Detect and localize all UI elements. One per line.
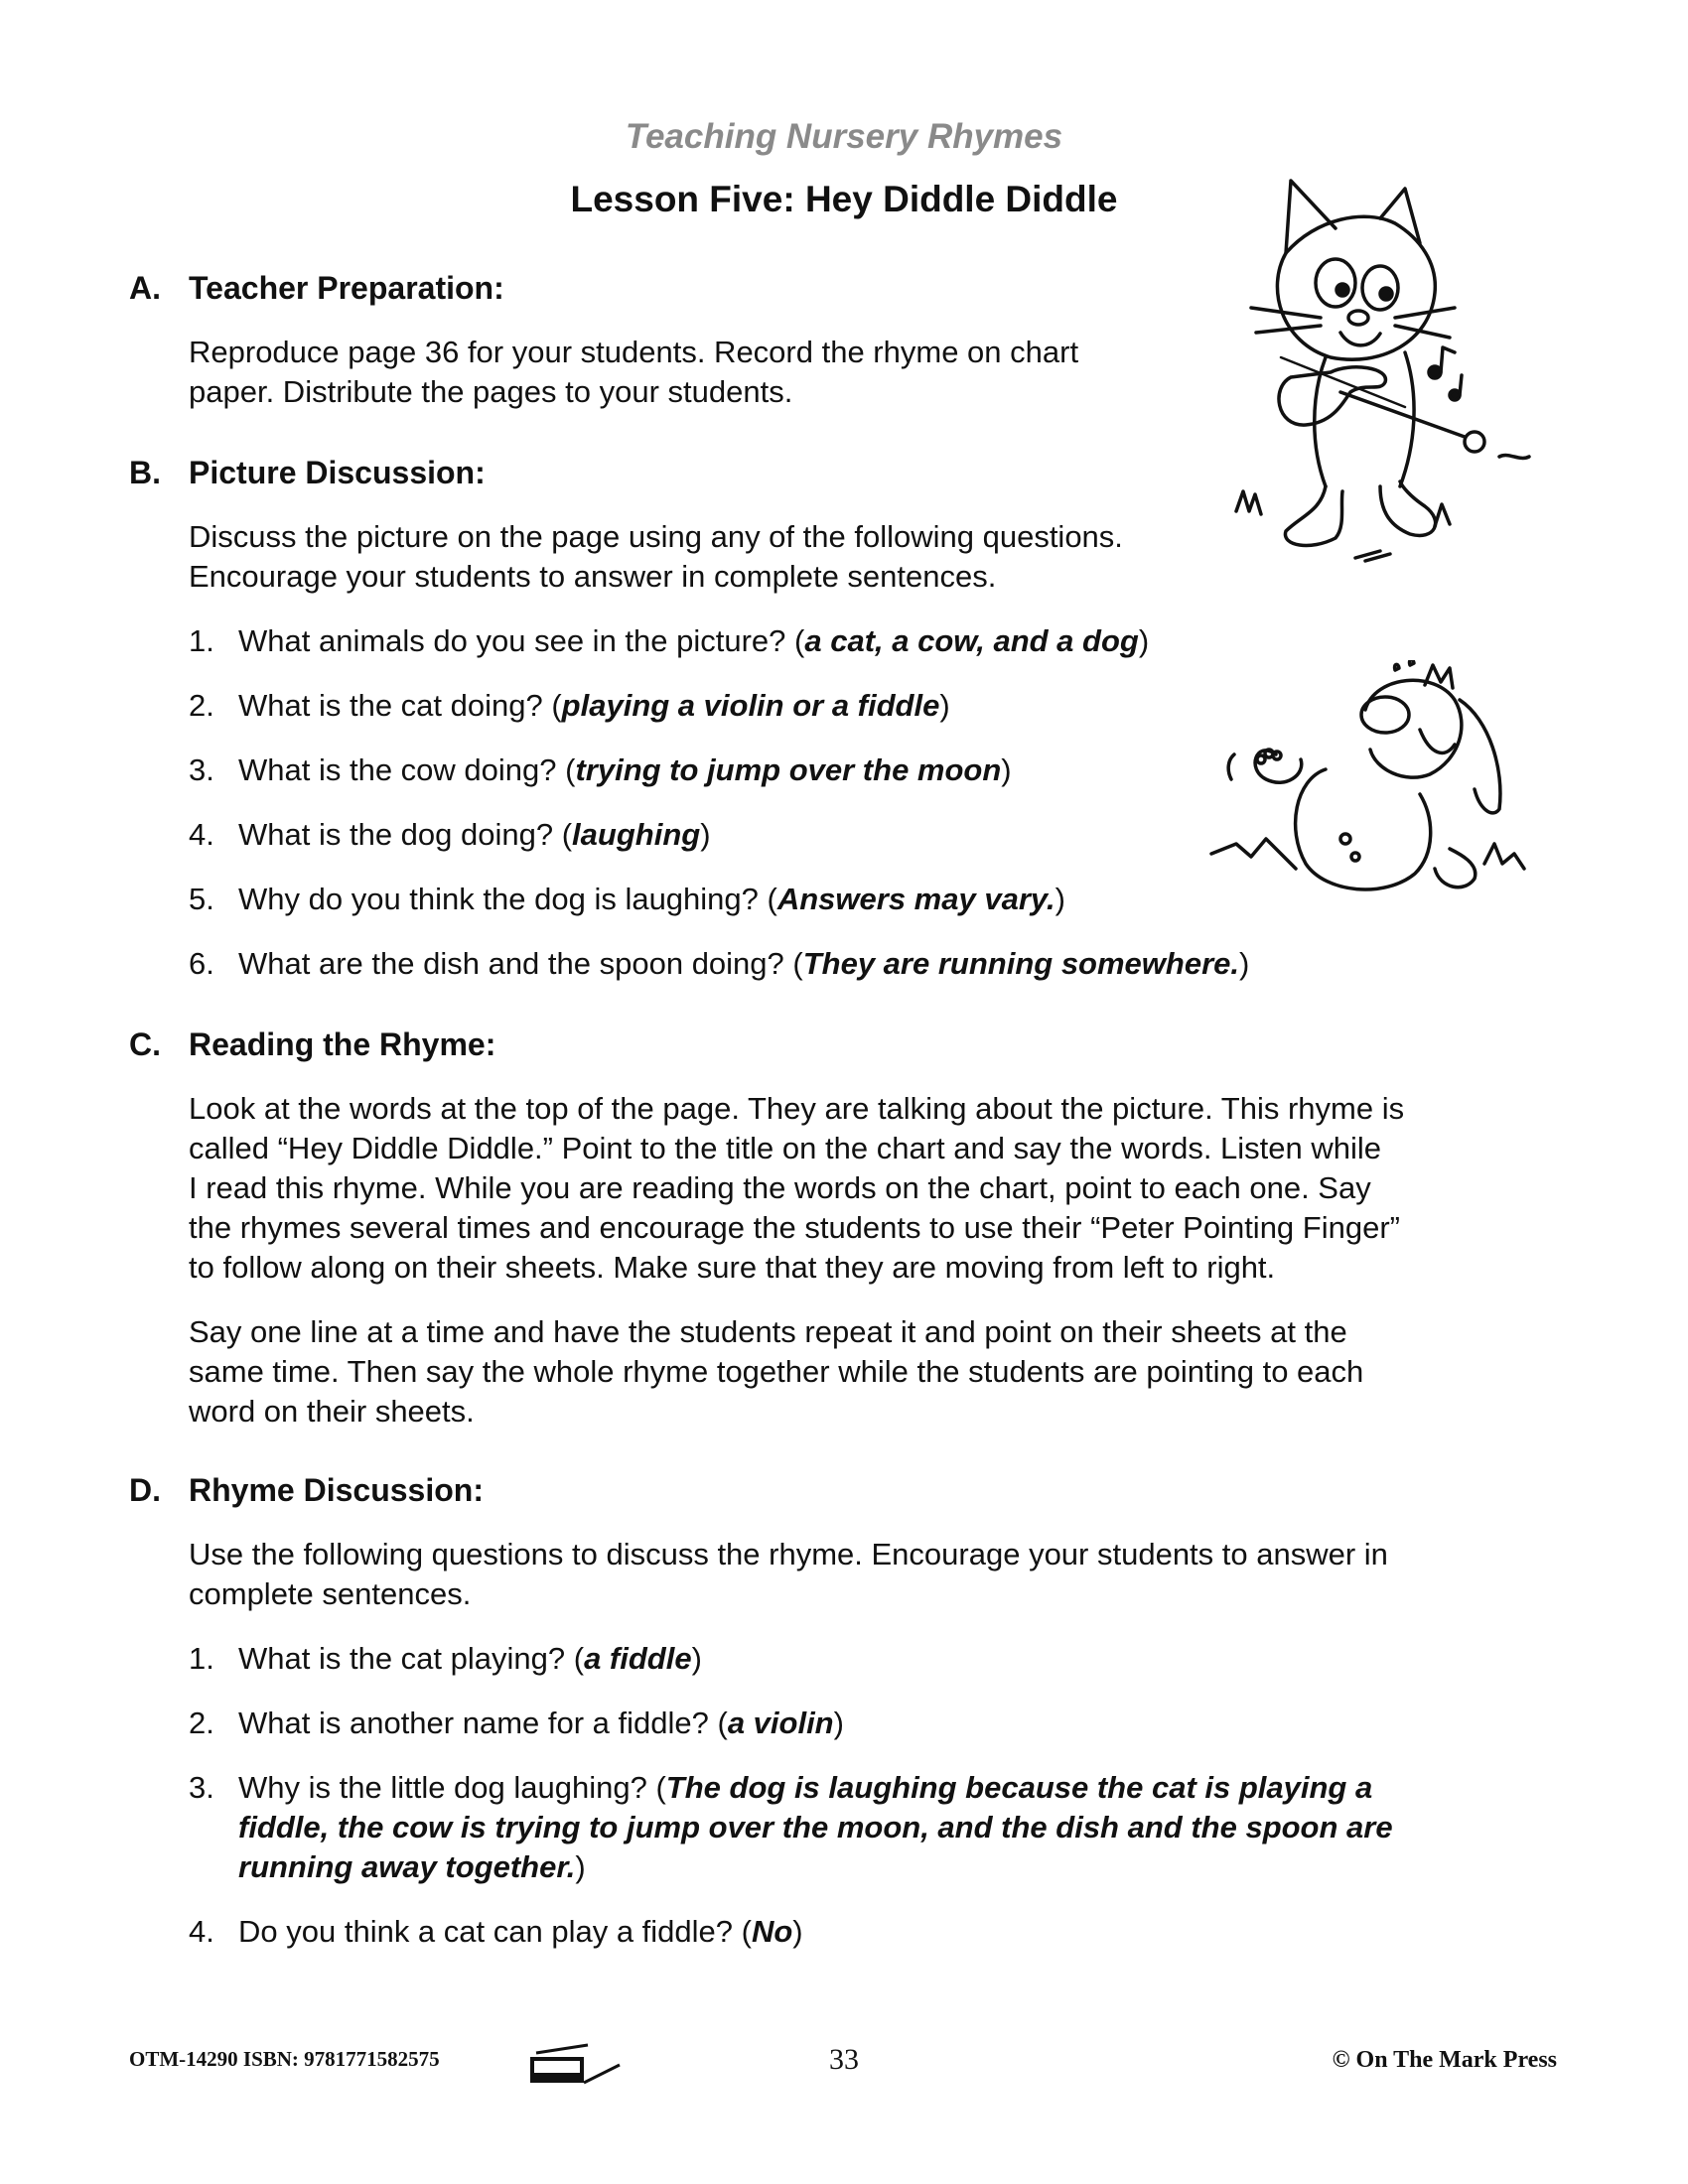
list-item	[189, 1639, 1559, 1679]
item-number: 3.	[189, 1770, 214, 1805]
item-number: 4.	[189, 817, 214, 852]
question-text: What is the cow doing? (	[238, 752, 576, 787]
answer-text: The dog is laughing because the cat is playing a	[665, 1770, 1373, 1805]
text-line: paper. Distribute the pages to your students.	[189, 374, 793, 409]
rhyme-discussion-intro	[189, 1535, 1559, 1614]
section-teacher-preparation	[129, 270, 1221, 412]
question-text: Why do you think the dog is laughing? (	[238, 882, 777, 916]
answer-text: Answers may vary.	[776, 882, 1055, 916]
section-rhyme-discussion	[129, 1472, 1559, 1952]
item-number: 2.	[189, 688, 214, 723]
text-line: same time. Then say the whole rhyme together while the students are pointing to each	[189, 1354, 1364, 1389]
reading-paragraph-2	[189, 1312, 1559, 1432]
close-paren: )	[939, 688, 950, 723]
question-text: What is the cat doing? (	[238, 688, 562, 723]
text-line: Say one line at a time and have the students repeat it and point on their sheets at the	[189, 1314, 1347, 1349]
item-number: 3.	[189, 752, 214, 787]
close-paren: )	[1055, 882, 1065, 916]
question-text: What animals do you see in the picture? (	[238, 623, 805, 658]
item-number: 1.	[189, 623, 214, 658]
list-item	[189, 1704, 1559, 1743]
text-line: to follow along on their sheets. Make sure that they are moving from left to right.	[189, 1250, 1276, 1285]
question-text: What is another name for a fiddle? (	[238, 1706, 728, 1740]
close-paren: )	[792, 1914, 803, 1949]
section-letter: C.	[129, 1026, 161, 1062]
section-heading	[129, 270, 1221, 307]
close-paren: )	[575, 1849, 586, 1884]
answer-text: playing a violin or a fiddle	[561, 688, 940, 723]
text-line: Encourage your students to answer in complete sentences.	[189, 559, 997, 594]
section-heading	[129, 1472, 1559, 1509]
item-number: 1.	[189, 1641, 214, 1676]
answer-text: No	[751, 1914, 793, 1949]
answer-text-continued: running away together.	[238, 1849, 576, 1884]
answer-text: a cat, a cow, and a dog	[804, 623, 1139, 658]
rhyme-question-list	[189, 1639, 1559, 1952]
answer-text: trying to jump over the moon	[575, 752, 1002, 787]
close-paren: )	[700, 817, 711, 852]
footer-copyright: © On The Mark Press	[1332, 2047, 1557, 2073]
preparation-text	[189, 333, 1221, 412]
item-number: 2.	[189, 1706, 214, 1740]
question-text: What is the cat playing? (	[238, 1641, 585, 1676]
text-line: Look at the words at the top of the page. They are talking about the picture. This rhyme is	[189, 1091, 1405, 1126]
section-title: Rhyme Discussion:	[189, 1472, 484, 1508]
text-line: word on their sheets.	[189, 1394, 475, 1429]
section-heading	[129, 1026, 1559, 1063]
section-letter: D.	[129, 1472, 161, 1508]
close-paren: )	[833, 1706, 844, 1740]
close-paren: )	[1239, 946, 1250, 981]
section-letter: B.	[129, 455, 161, 490]
list-item	[189, 944, 1519, 984]
lesson-title: Lesson Five: Hey Diddle Diddle	[570, 179, 1118, 219]
text-line: Use the following questions to discuss the rhyme. Encourage your students to answer in	[189, 1537, 1388, 1571]
list-item	[189, 1768, 1559, 1887]
section-title: Teacher Preparation:	[189, 270, 504, 306]
section-title: Reading the Rhyme:	[189, 1026, 496, 1062]
text-line: the rhymes several times and encourage the students to use their “Peter Pointing Finger”	[189, 1210, 1400, 1245]
text-line: Discuss the picture on the page using any of the following questions.	[189, 519, 1123, 554]
close-paren: )	[1001, 752, 1012, 787]
answer-text: They are running somewhere.	[802, 946, 1240, 981]
item-number: 6.	[189, 946, 214, 981]
section-reading-the-rhyme	[129, 1026, 1559, 1432]
answer-text: a fiddle	[584, 1641, 692, 1676]
question-text: What is the dog doing? (	[238, 817, 573, 852]
list-item	[189, 621, 1519, 661]
text-line: complete sentences.	[189, 1576, 472, 1611]
question-text: Do you think a cat can play a fiddle? (	[238, 1914, 752, 1949]
question-text: What are the dish and the spoon doing? (	[238, 946, 803, 981]
page-number: 33	[829, 2043, 859, 2076]
answer-text: a violin	[727, 1706, 834, 1740]
series-title: Teaching Nursery Rhymes	[625, 117, 1063, 156]
close-paren: )	[691, 1641, 702, 1676]
section-letter: A.	[129, 270, 161, 306]
cat-fiddle-illustration	[1231, 169, 1549, 566]
item-number: 5.	[189, 882, 214, 916]
answer-text: laughing	[572, 817, 701, 852]
text-line: called “Hey Diddle Diddle.” Point to the title on the chart and say the words. Listen while	[189, 1131, 1382, 1165]
laughing-dog-illustration	[1206, 660, 1534, 908]
close-paren: )	[1138, 623, 1150, 658]
list-item	[189, 1912, 1559, 1952]
text-line: I read this rhyme. While you are reading the words on the chart, point to each one. Say	[189, 1170, 1371, 1205]
answer-text-continued: fiddle, the cow is trying to jump over the moon, and the dish and the spoon are	[238, 1810, 1393, 1844]
text-line: Reproduce page 36 for your students. Record the rhyme on chart	[189, 335, 1079, 369]
section-title: Picture Discussion:	[189, 455, 486, 490]
reading-paragraph-1	[189, 1089, 1559, 1288]
item-number: 4.	[189, 1914, 214, 1949]
footer-catalog-isbn: OTM-14290 ISBN: 9781771582575	[129, 2047, 440, 2071]
question-text: Why is the little dog laughing? (	[238, 1770, 666, 1805]
